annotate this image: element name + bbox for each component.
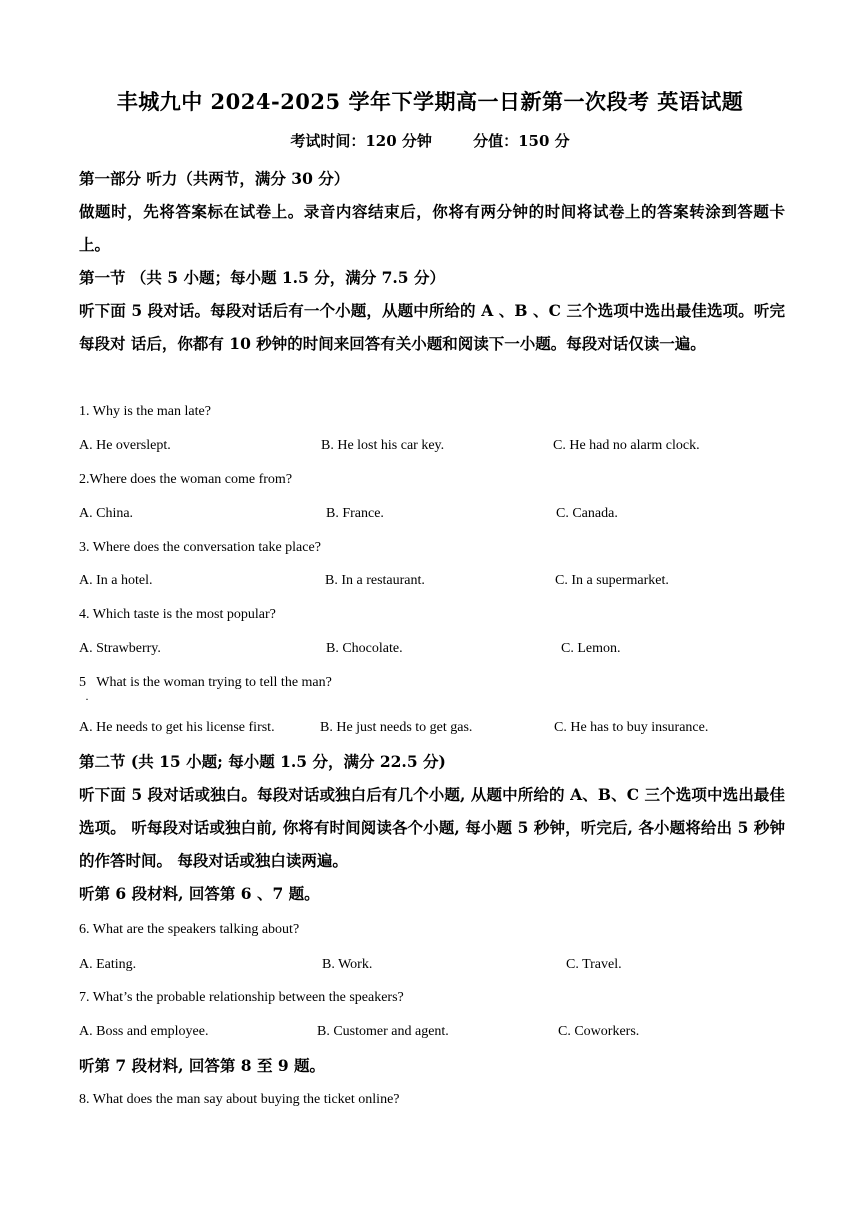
q6-option-b: B. Work. [322,957,373,972]
q3-option-a: A. In a hotel. [79,573,153,588]
question-7: 7. What’s the probable relationship between the speakers? [79,990,404,1005]
q2-option-c: C. Canada. [556,506,618,521]
part1-heading: 第一部分 听力（共两节，满分 30 分） [79,169,350,188]
question-1: 1. Why is the man late? [79,404,211,419]
q3-option-c: C. In a supermarket. [555,573,669,588]
exam-score: 分值：150 分 [473,132,570,150]
material-7-heading: 听第 7 段材料, 回答第 8 至 9 题。 [79,1056,326,1075]
question-4: 4. Which taste is the most popular? [79,607,276,622]
q5-mark: · [85,692,89,706]
q1-option-b: B. He lost his car key. [321,438,445,453]
q4-option-b: B. Chocolate. [326,641,403,656]
question-8: 8. What does the man say about buying the ticket online? [79,1092,400,1107]
question-5: 5 What is the woman trying to tell the man? [79,675,332,690]
q7-option-b: B. Customer and agent. [317,1024,449,1039]
exam-time: 考试时间：120 分钟 [290,132,432,150]
q2-option-a: A. China. [79,506,134,521]
q7-option-c: C. Coworkers. [558,1024,640,1039]
section1-instruction: 听下面 5 段对话。每段对话后有一个小题，从题中所给的 A 、B 、C 三个选项中选出最佳选项。听完每段对 话后，你都有 10 秒钟的时间来回答有关小题和阅读下一小题。每段对话仅读一遍。 [79,301,785,353]
section1-heading: 第一节 （共 5 小题；每小题 1.5 分，满分 7.5 分） [79,268,445,287]
exam-title: 丰城九中 2024-2025 学年下学期高一日新第一次段考 英语试题 [116,89,744,114]
q5-option-a: A. He needs to get his license first. [79,720,275,735]
q7-option-a: A. Boss and employee. [79,1024,209,1039]
q2-option-b: B. France. [326,506,384,521]
section2-heading: 第二节 (共 15 小题; 每小题 1.5 分，满分 22.5 分) [79,752,446,771]
q5-option-b: B. He just needs to get gas. [320,720,473,735]
material-6-heading: 听第 6 段材料, 回答第 6 、7 题。 [79,884,320,903]
question-6: 6. What are the speakers talking about? [79,922,300,937]
q1-option-a: A. He overslept. [79,438,171,453]
q1-option-c: C. He had no alarm clock. [553,438,700,453]
q5-option-c: C. He has to buy insurance. [554,720,709,735]
part1-instruction: 做题时，先将答案标在试卷上。录音内容结束后，你将有两分钟的时间将试卷上的答案转涂到答题卡上。 [79,202,785,254]
q4-option-a: A. Strawberry. [79,641,161,656]
question-3: 3. Where does the conversation take place? [79,540,321,555]
section2-instruction: 听下面 5 段对话或独白。每段对话或独白后有几个小题, 从题中所给的 A、B、C 三个选项中选出最佳选项。 听每段对话或独白前, 你将有时间阅读各个小题, 每小题 5 秒钟，听完后, 各小题将给出 5 秒钟的作答时间。 每段对话或独白读两遍。 [79,785,785,870]
q6-option-c: C. Travel. [566,957,622,972]
q4-option-c: C. Lemon. [561,641,621,656]
question-2: 2.Where does the woman come from? [79,472,293,487]
q3-option-b: B. In a restaurant. [325,573,425,588]
exam-info [0,130,860,151]
q6-option-a: A. Eating. [79,957,137,972]
